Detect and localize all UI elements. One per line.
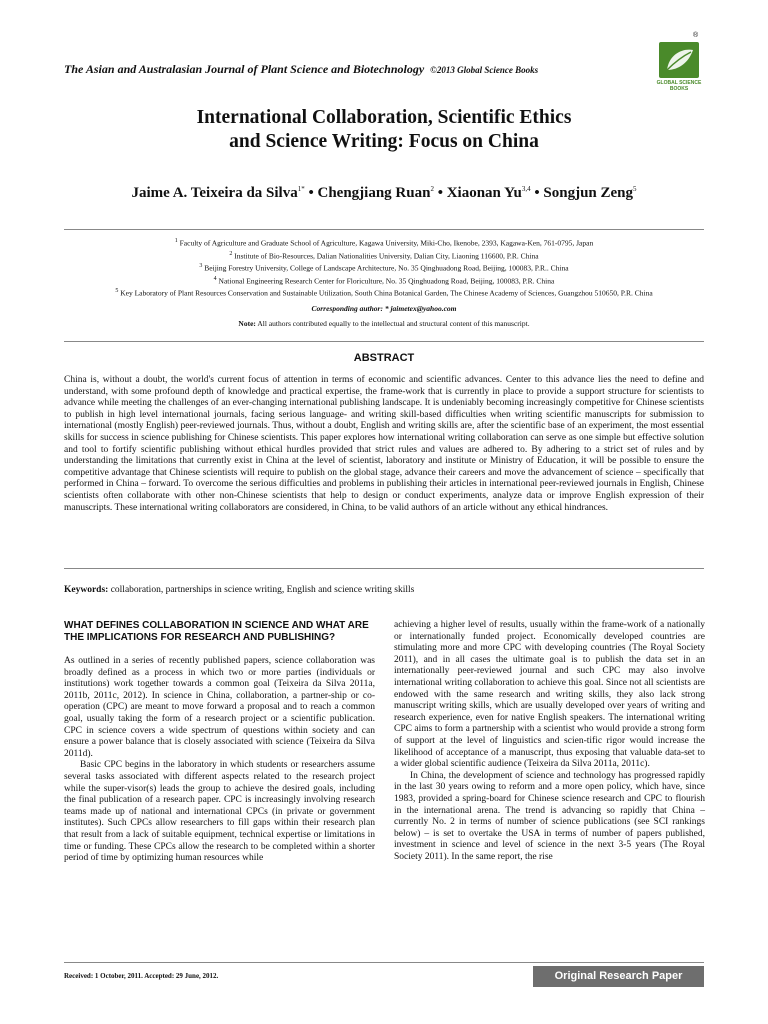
leaf-logo-icon <box>659 42 699 78</box>
author-name: Xiaonan Yu <box>446 185 522 201</box>
affiliation-number: 4 <box>213 275 217 282</box>
note-label: Note: <box>238 318 256 328</box>
affiliation-text: Institute of Bio-Resources, Dalian Nationalities University, Dalian City, Liaoning 116600, P.R. China <box>234 251 539 260</box>
divider <box>64 341 704 342</box>
body-paragraph: achieving a higher level of results, usually within the frame-work of a nationally or internationally funded project. Economically developed countries are stimulating more and more CPC with developing countries (The Royal Society 2011), and in all cases the ultimate goal is to publish the data set in an internationally peer-reviewed journal and such CPC may also involve international writing collaboration to achieve this goal. Since not all scientists are endowed with the same research and writing skills, they also lack strong manuscript writing skills, which are usually developed over years of writing and research experience, even for native English speakers. The international writing CPC aims to form a partnership with a scientist who would provide a strong form of support at the level of linguistics and scien-tific rigor would increase the likelihood of acceptance of a manuscript, thus exposing that valuable data-set to a wider global scientific audience (Teixeira da Silva 2011a, 2011c). <box>394 620 705 770</box>
corresponding-author <box>76 303 692 314</box>
journal-name: The Asian and Australasian Journal of Plant Science and Biotechnology <box>64 62 425 76</box>
divider <box>64 229 704 230</box>
affiliation-text: Beijing Forestry University, College of Landscape Architecture, No. 35 Qinghuadong Road, Beijing, 100083, P.R.. China <box>204 263 569 273</box>
corresponding-label: Corresponding author <box>311 303 381 313</box>
journal-header <box>64 62 538 77</box>
affiliation-item <box>76 249 692 262</box>
author-affiliation-ref: 2 <box>430 185 434 193</box>
paper-title <box>80 106 688 154</box>
affiliation-text: Key Laboratory of Plant Resources Conservation and Sustainable Utilization, South China Botanical Garden, The Chinese Academy of Sciences, Guangzhou 510650, P.R. China <box>120 288 653 298</box>
author-affiliation-ref: 3,4 <box>521 185 531 193</box>
leaf-logo-graphic <box>659 42 699 78</box>
registered-mark: ® <box>693 32 699 39</box>
note-text: All authors contributed equally to the intellectual and structural content of this manuscript. <box>255 318 530 328</box>
affiliation-item <box>76 286 692 299</box>
corresponding-email[interactable]: : * jaimetex@yahoo.com <box>380 303 457 313</box>
affiliation-item <box>76 236 692 249</box>
article-type-badge: Original Research Paper <box>533 966 704 987</box>
body-column-left <box>64 620 375 865</box>
author-separator: • <box>534 185 540 201</box>
author-affiliation-ref: 5 <box>633 185 637 193</box>
affiliation-text: National Engineering Research Center for Floriculture, No. 35 Qinghuadong Road, Beijing, 100083, P.R. China <box>218 276 555 285</box>
abstract-heading: ABSTRACT <box>353 352 415 364</box>
section-heading: WHAT DEFINES COLLABORATION IN SCIENCE AND WHAT ARE THE IMPLICATIONS FOR RESEARCH AND PUBLISHING? <box>64 620 369 643</box>
affiliation-number: 3 <box>199 263 203 269</box>
affiliation-item <box>76 274 692 287</box>
author-affiliation-ref: 1* <box>297 185 305 193</box>
author-list <box>40 185 728 202</box>
footer-divider <box>64 962 704 963</box>
publisher-logo <box>655 32 703 98</box>
title-line-2: and Science Writing: Focus on China <box>229 131 539 152</box>
author-name: Songjun Zeng <box>543 185 634 201</box>
body-paragraph: As outlined in a series of recently published papers, science collaboration was broadly defined as a process in which two or more parties (individuals or institutions) work together towards a common goal (Teixeira da Silva 2011a, 2011b, 2011c, 2012). In science in China, collaboration, a partner-ship or co-operation (CPC) are meant to move forward a proposal and to reach a common goal, usually taking the form of a research project or a scientific publication. CPC in science covers a wide spectrum of questions within society and can ensure a power balance that is closely associated with science (Teixeira da Silva 2011d). <box>64 656 375 759</box>
author-separator: • <box>308 185 314 201</box>
keywords-text: collaboration, partnerships in science writing, English and science writing skills <box>108 585 415 595</box>
divider <box>64 568 704 569</box>
affiliation-number: 2 <box>229 250 233 257</box>
author-separator: • <box>437 185 443 201</box>
body-paragraph: In China, the development of science and technology has progressed rapidly in the last 30 years owing to reform and a more open policy, which have, since 1983, provided a spring-board for Chinese science research and CPC to flourish in the international arena. The trend is advancing so rapidly that China – currently No. 2 in terms of number of science publications (see SCI rankings below) – is set to overtake the USA in terms of number of papers published, investment in science and level of science in the next 3-5 years (The Royal Society 2011). In the same report, the rise <box>394 770 705 862</box>
journal-copyright: ©2013 Global Science Books <box>430 65 539 75</box>
author-note <box>76 318 692 329</box>
body-column-right <box>394 620 705 863</box>
affiliation-number: 1 <box>174 238 178 244</box>
author-name: Chengjiang Ruan <box>317 185 431 201</box>
received-dates: Received: 1 October, 2011. Accepted: 29 June, 2012. <box>64 972 219 980</box>
affiliation-number: 5 <box>115 288 119 294</box>
affiliations <box>76 236 692 329</box>
affiliation-text: Faculty of Agriculture and Graduate School of Agriculture, Kagawa University, Miki-Cho, Ikenobe, 2393, Kagawa-Ken, 761-0795, Japan <box>179 238 594 248</box>
title-line-1: International Collaboration, Scientific Ethics <box>196 107 572 128</box>
affiliation-item <box>76 261 692 274</box>
author-name: Jaime A. Teixeira da Silva <box>131 185 298 201</box>
body-paragraph: Basic CPC begins in the laboratory in which students or researchers assume several tasks associated with different aspects related to the research project while the super-visor(s) leads the group to achieve the desired goals, including the final publication of a research paper. CPC is increasingly involving research teams made up of national and international CPCs (in private or government institutes). Such CPCs allow researchers to fill gaps within their research plan that result from a lack of suitable equipment, technical expertise or limitations in time or funding. These CPCs allow the research to be completed within a shorter period of time by optimizing human resources while <box>64 760 375 864</box>
abstract-text: China is, without a doubt, the world's current focus of attention in terms of economic and scientific advances. Center to this advance lies the need to define and understand, with some profound depth of knowledge and practical expertise, the frame-work that is currently in place to provide a support structure for scientists to advance while meeting the challenges of an ever-changing international publishing landscape. It is undeniably becoming increasingly competitive for Chinese scientists to publish in high level international journals, facing serious language- and writing skill-based difficulties when writing scientific manuscripts for submission to international (mostly English) peer-reviewed journals. Thus, without a doubt, English and writing skills are, after the scientific base of an experiment, the most essential skills for success in science publishing for Chinese scientists. This paper explores how international writing collaboration can serve as one simple but effective solution and tool to fortify scientific publishing without ethical hurdles provided that strict rules and values are adhered to. By adhering to a strict set of rules and by understanding the limitations that currently exist in China at the level of scientist, laboratory and institute or Ministry of Education, it will be possible to ensure the competitive advantage that Chinese scientists will require to publish on the global stage, advance their careers and move the advancement of science – specifically that performed in China – forward. To overcome the serious difficulties and problems in publishing their articles in international peer-reviewed journals in English, Chinese scientists often collaborate with other non-Chinese scientists that help to design or conduct experiments, analyze data or improve English expression of their manuscripts. These international writing collaborators are considered, in China, to be valid authors of an article without any ethical hindrances. <box>64 375 704 513</box>
keywords <box>64 585 704 595</box>
logo-text: GLOBAL SCIENCE BOOKS <box>656 80 702 92</box>
keywords-label: Keywords: <box>64 585 109 595</box>
